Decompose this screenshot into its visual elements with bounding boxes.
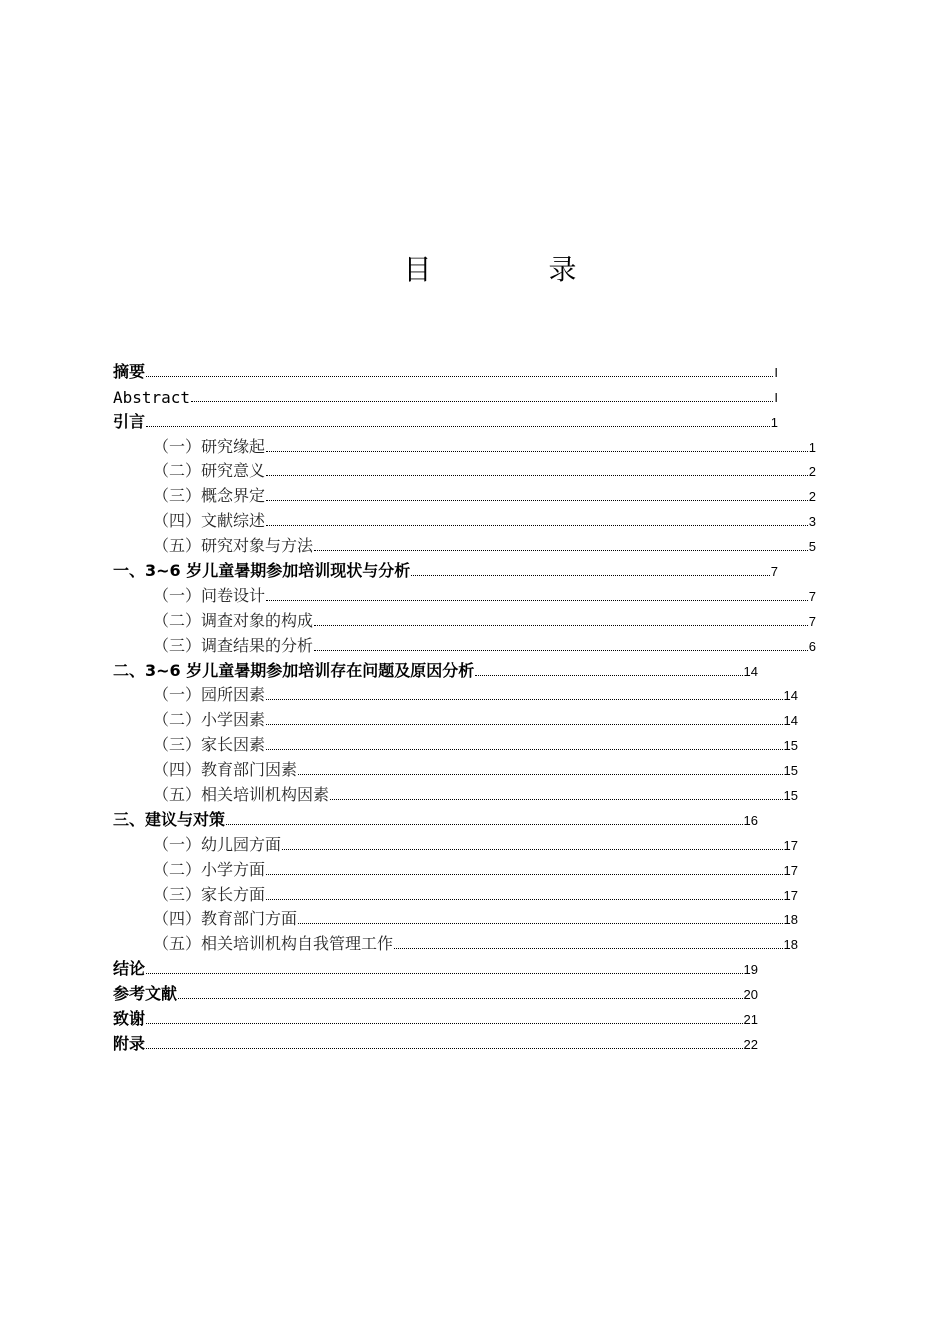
toc-entry-label: 三、建议与对策 (113, 809, 226, 829)
toc-entry-label: （四）教育部门方面 (153, 909, 298, 929)
dot-leader (266, 450, 808, 452)
toc-entry-label: 参考文献 (113, 984, 178, 1004)
toc-entry-label: （五）相关培训机构自我管理工作 (153, 934, 394, 954)
toc-entry-page-number: 17 (783, 837, 798, 853)
dot-leader (475, 674, 742, 676)
toc-entry-chapter[interactable] (113, 357, 778, 382)
toc-entry-page-number: 15 (783, 763, 798, 779)
toc-entry-label: （三）调查结果的分析 (153, 635, 314, 655)
toc-entry-section[interactable] (113, 681, 798, 706)
toc-entry-page-number: 16 (743, 812, 758, 828)
toc-entry-page-number: 21 (743, 1012, 758, 1028)
toc-entry-section[interactable] (113, 730, 798, 755)
toc-entry-label: Abstract (113, 387, 191, 407)
toc-entry-page-number: 14 (783, 688, 798, 704)
toc-entry-chapter[interactable] (113, 1029, 758, 1054)
dot-leader (266, 898, 783, 900)
toc-entry-section[interactable] (113, 880, 798, 905)
toc-entry-label: （一）问卷设计 (153, 585, 266, 605)
toc-entry-page-number: 3 (808, 514, 816, 530)
toc-entry-section[interactable] (113, 705, 798, 730)
toc-entry-label: （二）调查对象的构成 (153, 610, 314, 630)
toc-entry-section[interactable] (113, 855, 798, 880)
toc-entry-section[interactable] (113, 780, 798, 805)
toc-entry-page-number: 7 (808, 613, 816, 629)
toc-entry-page-number: 7 (770, 564, 778, 580)
toc-entry-page-number: 1 (808, 439, 816, 455)
dot-leader (314, 624, 808, 626)
toc-entry-page-number: 22 (743, 1036, 758, 1052)
toc-entry-label: 一、3~6 岁儿童暑期参加培训现状与分析 (113, 561, 411, 581)
dot-leader (226, 823, 743, 825)
toc-entry-section[interactable] (113, 531, 816, 556)
toc-entry-page-number: 7 (808, 588, 816, 604)
dot-leader (266, 873, 783, 875)
toc-entry-section[interactable] (113, 905, 798, 930)
dot-leader (314, 649, 808, 651)
dot-leader (146, 972, 743, 974)
toc-entry-page-number: 17 (783, 887, 798, 903)
toc-entry-page-number: 6 (808, 638, 816, 654)
toc-entry-page-number: 18 (783, 912, 798, 928)
toc-entry-page-number: 15 (783, 738, 798, 754)
toc-entry-label: （一）研究缘起 (153, 436, 266, 456)
dot-leader (191, 400, 773, 402)
toc-entry-chapter[interactable] (113, 382, 778, 407)
toc-entry-section[interactable] (113, 929, 798, 954)
toc-entry-section[interactable] (113, 481, 816, 506)
toc-entry-page-number: I (774, 389, 778, 405)
toc-entry-section[interactable] (113, 830, 798, 855)
toc-entry-page-number: 20 (743, 987, 758, 1003)
toc-entry-label: （三）家长因素 (153, 735, 266, 755)
toc-entry-page-number: 2 (808, 489, 816, 505)
toc-entry-page-number: 2 (808, 464, 816, 480)
toc-entry-label: 致谢 (113, 1009, 146, 1029)
dot-leader (394, 947, 783, 949)
toc-entry-label: （三）概念界定 (153, 486, 266, 506)
toc-entry-page-number: 17 (783, 862, 798, 878)
toc-title: 目 录 (403, 253, 631, 286)
toc-entry-label: （三）家长方面 (153, 884, 266, 904)
toc-entry-label: （一）幼儿园方面 (153, 834, 282, 854)
dot-leader (146, 1047, 743, 1049)
table-of-contents (113, 357, 816, 1054)
toc-entry-section[interactable] (113, 581, 816, 606)
dot-leader (330, 798, 783, 800)
toc-entry-page-number: 15 (783, 788, 798, 804)
toc-entry-chapter[interactable] (113, 979, 758, 1004)
dot-leader (298, 773, 783, 775)
toc-entry-label: （二）小学因素 (153, 710, 266, 730)
toc-entry-label: （四）教育部门因素 (153, 760, 298, 780)
dot-leader (266, 499, 808, 501)
toc-entry-label: 二、3~6 岁儿童暑期参加培训存在问题及原因分析 (113, 660, 475, 680)
toc-entry-label: 摘要 (113, 361, 146, 381)
toc-entry-page-number: I (774, 364, 778, 380)
toc-entry-label: 引言 (113, 411, 146, 431)
toc-entry-label: （四）文献综述 (153, 511, 266, 531)
toc-entry-section[interactable] (113, 755, 798, 780)
toc-entry-label: （五）相关培训机构因素 (153, 785, 330, 805)
toc-entry-chapter[interactable] (113, 556, 778, 581)
dot-leader (266, 748, 783, 750)
dot-leader (266, 698, 783, 700)
toc-entry-page-number: 14 (783, 713, 798, 729)
toc-entry-page-number: 14 (743, 663, 758, 679)
toc-entry-section[interactable] (113, 457, 816, 482)
dot-leader (282, 848, 783, 850)
dot-leader (178, 997, 743, 999)
toc-entry-label: （五）研究对象与方法 (153, 536, 314, 556)
toc-entry-chapter[interactable] (113, 1004, 758, 1029)
toc-entry-page-number: 19 (743, 962, 758, 978)
dot-leader (411, 574, 770, 576)
dot-leader (266, 524, 808, 526)
dot-leader (266, 723, 783, 725)
toc-entry-label: （一）园所因素 (153, 685, 266, 705)
toc-entry-section[interactable] (113, 631, 816, 656)
dot-leader (266, 474, 808, 476)
dot-leader (146, 1022, 743, 1024)
toc-entry-label: （二）小学方面 (153, 859, 266, 879)
dot-leader (266, 599, 808, 601)
dot-leader (314, 549, 808, 551)
dot-leader (146, 425, 770, 427)
toc-entry-chapter[interactable] (113, 954, 758, 979)
toc-entry-label: （二）研究意义 (153, 461, 266, 481)
dot-leader (146, 375, 773, 377)
toc-entry-section[interactable] (113, 432, 816, 457)
toc-entry-page-number: 18 (783, 937, 798, 953)
toc-entry-chapter[interactable] (113, 656, 758, 681)
toc-entry-label: 附录 (113, 1033, 146, 1053)
toc-entry-chapter[interactable] (113, 805, 758, 830)
toc-entry-page-number: 5 (808, 539, 816, 555)
toc-entry-section[interactable] (113, 506, 816, 531)
toc-entry-label: 结论 (113, 959, 146, 979)
dot-leader (298, 922, 783, 924)
toc-entry-section[interactable] (113, 606, 816, 631)
toc-entry-page-number: 1 (770, 414, 778, 430)
toc-entry-chapter[interactable] (113, 407, 778, 432)
